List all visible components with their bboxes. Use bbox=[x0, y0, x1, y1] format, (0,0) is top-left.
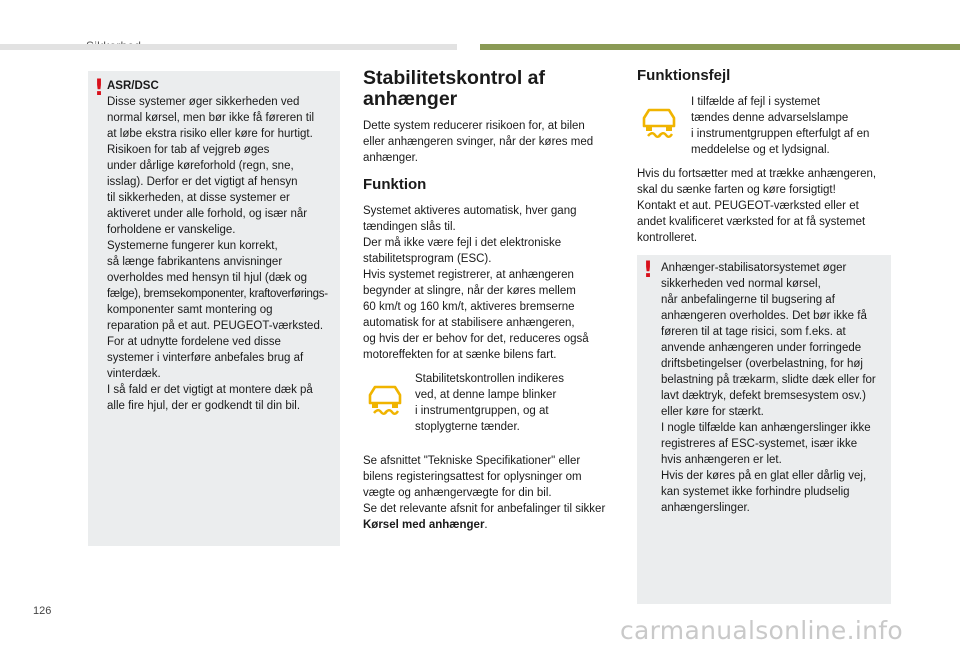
text-line: kontrolleret. bbox=[637, 232, 698, 244]
funktion-heading: Funktion bbox=[363, 176, 427, 193]
note-line: til sikkerheden, at disse systemer er bbox=[107, 192, 290, 204]
note-line: Risikoen for tab af vejgreb øges bbox=[107, 144, 270, 156]
spec-bold-link: Kørsel med anhænger bbox=[363, 519, 485, 531]
text-line: anhænger. bbox=[363, 152, 418, 164]
text-line: skal du sænke farten og køre forsigtigt! bbox=[637, 184, 836, 196]
note-line: normal kørsel, men bør ikke få føreren til bbox=[107, 112, 315, 124]
note-line: under dårlige køreforhold (regn, sne, bbox=[107, 160, 294, 172]
note-line: hvis anhængeren er let. bbox=[661, 454, 782, 466]
text-line: 60 km/t og 160 km/t, aktiveres bremserne bbox=[363, 301, 575, 313]
text-line: i instrumentgruppen, og at bbox=[415, 405, 549, 417]
text-line: Hvis systemet registrerer, at anhængeren bbox=[363, 269, 574, 281]
text-line: stoplygterne tænder. bbox=[415, 421, 520, 433]
note-line: at løbe ekstra risiko eller køre for hurtigt. bbox=[107, 128, 313, 140]
note-line: lavt dæktryk, defekt bremsesystem osv.) bbox=[661, 390, 866, 402]
note-line: systemer i vinterføre anbefales brug af bbox=[107, 352, 304, 364]
intro-text bbox=[363, 118, 613, 166]
lamp-description bbox=[415, 371, 615, 435]
text-line: begynder at slingre, når der køres mellem bbox=[363, 285, 576, 297]
note-line: Anhænger-stabilisatorsystemet øger bbox=[661, 262, 847, 274]
text-line: Der må ikke være fejl i det elektroniske bbox=[363, 237, 562, 249]
note-line: overholdes med hensyn til hjul (dæk og bbox=[107, 272, 308, 284]
text-line: Hvis du fortsætter med at trække anhængeren, bbox=[637, 168, 877, 180]
spec-end: . bbox=[484, 519, 488, 531]
note-line: kan systemet ikke forhindre pludselig bbox=[661, 486, 850, 498]
page-title-line: Stabilitetskontrol af bbox=[363, 67, 546, 89]
warning-icon: ! bbox=[94, 76, 105, 101]
text-line: automatisk for at stabilisere anhængeren, bbox=[363, 317, 575, 329]
note-line: sikkerheden ved normal kørsel, bbox=[661, 278, 821, 290]
text-line: stabilitetsprogram (ESC). bbox=[363, 253, 492, 265]
note-line: fælge), bremsekomponenter, kraftoverførings- bbox=[107, 288, 328, 300]
note-line: Disse systemer øger sikkerheden ved bbox=[107, 96, 300, 108]
trailer-stability-lamp-icon bbox=[366, 381, 404, 415]
text-line: andet kvalificeret værksted for at få systemet bbox=[637, 216, 866, 228]
text-line: tændingen slås til. bbox=[363, 221, 456, 233]
note-line: driftsbetingelser (overbelastning, for høj bbox=[661, 358, 863, 370]
text-line: Se det relevante afsnit for anbefalinger til sikker bbox=[363, 503, 606, 515]
note-line: I nogle tilfælde kan anhængerslinger ikke bbox=[661, 422, 871, 434]
header-bar-gray bbox=[0, 44, 457, 50]
text-line: ved, at denne lampe blinker bbox=[415, 389, 557, 401]
note-line: eller køre for stærkt. bbox=[661, 406, 764, 418]
text-line: bilens registeringsattest for oplysninger om bbox=[363, 471, 582, 483]
note-line: forholdene er vanskelige. bbox=[107, 224, 236, 236]
note-line: I så fald er det vigtigt at montere dæk på bbox=[107, 384, 313, 396]
text-line: Stabilitetskontrollen indikeres bbox=[415, 373, 564, 385]
text-line bbox=[363, 517, 625, 533]
text-line: I tilfælde af fejl i systemet bbox=[691, 96, 821, 108]
asr-dsc-note bbox=[107, 78, 339, 414]
note-line: Hvis der køres på en glat eller dårlig vej, bbox=[661, 470, 867, 482]
note-line: alle fire hjul, der er godkendt til din bil. bbox=[107, 400, 301, 412]
page-title bbox=[363, 68, 545, 110]
note-line: så længe fabrikantens anvisninger bbox=[107, 256, 283, 268]
note-line: komponenter samt montering og bbox=[107, 304, 273, 316]
note-line: aktiveret under alle forhold, og især når bbox=[107, 208, 308, 220]
text-line: Se afsnittet "Tekniske Specifikationer" eller bbox=[363, 455, 581, 467]
note-line: vinterdæk. bbox=[107, 368, 161, 380]
fault-lamp-description bbox=[691, 94, 901, 158]
text-line: i instrumentgruppen efterfulgt af en bbox=[691, 128, 870, 140]
text-line: Systemet aktiveres automatisk, hver gang bbox=[363, 205, 577, 217]
text-line: og hvis der er behov for det, reduceres også bbox=[363, 333, 589, 345]
watermark: carmanualsonline.info bbox=[620, 616, 903, 645]
note-line: anhængerslinger. bbox=[661, 502, 750, 514]
page-number: 126 bbox=[33, 605, 52, 617]
text-line: eller anhængeren svinger, når der køres med bbox=[363, 136, 594, 148]
fault-body-text bbox=[637, 166, 897, 246]
note-line: isslag). Derfor er det vigtigt af hensyn bbox=[107, 176, 298, 188]
note-line: når anbefalingerne til bugsering af bbox=[661, 294, 835, 306]
note-line: reparation på et aut. PEUGEOT-værksted. bbox=[107, 320, 324, 332]
header-bar-green bbox=[480, 44, 960, 50]
text-line: vægte og anhængervægte for din bil. bbox=[363, 487, 552, 499]
funktionsfejl-heading: Funktionsfejl bbox=[637, 67, 731, 84]
funktion-text bbox=[363, 203, 613, 363]
note-line: anhængeren overholdes. Det bør ikke få bbox=[661, 310, 867, 322]
note-line: belastning på trækarm, slidte dæk eller for bbox=[661, 374, 876, 386]
text-line: meddelelse og et lydsignal. bbox=[691, 144, 830, 156]
trailer-stability-note bbox=[661, 260, 891, 516]
text-line: motoreffekten for at sænke bilens fart. bbox=[363, 349, 557, 361]
spec-text bbox=[363, 453, 625, 533]
trailer-stability-lamp-icon bbox=[640, 104, 678, 138]
note-line: For at udnytte fordelene ved disse bbox=[107, 336, 281, 348]
warning-icon: ! bbox=[643, 258, 654, 283]
note-title: ASR/DSC bbox=[107, 80, 159, 92]
text-line: tændes denne advarselslampe bbox=[691, 112, 849, 124]
note-line: registreres af ESC-systemet, især ikke bbox=[661, 438, 858, 450]
note-line: Systemerne fungerer kun korrekt, bbox=[107, 240, 278, 252]
text-line: Kontakt et aut. PEUGEOT-værksted eller et bbox=[637, 200, 859, 212]
page-title-line: anhænger bbox=[363, 88, 458, 110]
text-line: Dette system reducerer risikoen for, at bilen bbox=[363, 120, 585, 132]
note-line: anvende anhængeren under forringede bbox=[661, 342, 862, 354]
note-line: føreren til at tage risici, som f.eks. at bbox=[661, 326, 846, 338]
